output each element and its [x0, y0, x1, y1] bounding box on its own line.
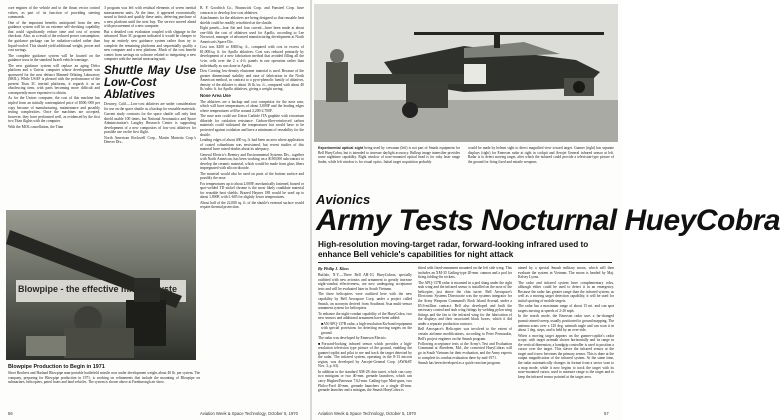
left-column-3: [200, 6, 304, 406]
article-headline: Army Tests Nocturnal HueyCobra: [316, 204, 780, 237]
right-column-2: [418, 266, 512, 408]
paragraph: Smash has been developed as a quick-reaction program.: [418, 361, 501, 366]
paragraph: B. F. Goodrich Co., Brunswick Corp. and Fansteel Corp. have contracts to develop low-cost ablatives.: [200, 6, 304, 15]
paragraph: About half of the 22,000 sq. ft. of the shuttle's external surface would require thermal protection.: [200, 200, 304, 210]
left-column-2: [104, 6, 196, 208]
paragraph: Dow Corning low-density elastomer material is used. Because of the greater dimensional stability and ease of fabrication in the North American method, in contrast to a pyro-phenolic family of ablatives, density of the ablative is about 16 lb./cu. ft., compared with about 40 lb./cubic ft. for Apollo ablatives, giving a weight saving.: [200, 68, 304, 92]
paragraph: aimed by a special Smash military moon, which will then evaluate the system in Vietnam. The moon is headed by Maj. Kelsey Lyons.: [518, 266, 614, 280]
blowpipe-caption-body: Short Brothers and Harland Blowpipe man-portable battlefield missile now under development weighs about 40 lb. per system. The company, preparing for Blowpipe production in 1971, is working on refinements that include the mounting of Blowpipe on submarines, helicopters, patrol boats and land vehicles. The system is shown above at Farnborough air show.: [8, 371, 200, 385]
paragraph: 3 program was left with residual elements of seven inertial measurement units. At the time, it appeared economically sound to finish and qualify these units, deferring purchase of a new platform until the next buy. The service moved ahead with procurement of a new computer.: [104, 6, 196, 29]
nose-area-heading: Nose Area Use: [200, 93, 231, 99]
right-column-3: [518, 266, 614, 408]
blowpipe-photo: [6, 210, 196, 360]
paragraph: The ablatives are a backup and cost competitor for the nose area, which will have temperatures of about 3,000F and the leading edges where temperatures will be around 2,200-2,700F.: [200, 99, 304, 113]
paragraph: As for the Univac computer, the cost of this machine has tripled from an initially contemplated price of $500,-000 per copy because of manufacturing, maintenance and possibly testing complexities. Once the machines are accepted, however, they have performed well, as evidenced by the first two Titan flights with the computer.: [8, 96, 100, 124]
paragraph: The material would also be used on parts of the bottom surface and possibly the nose.: [200, 171, 304, 181]
paragraph: fitted with fixed-armament mounted on the left side wing. This includes an XM-35 Gatling-type 20-mm. cannon and a pod for firing folding-fin rockets.: [418, 266, 512, 280]
paragraph: But a detailed cost evaluation coupled with slippage in the advanced Titan 3C program indicated it would be cheaper to buy an entirely new guidance system rather than try to complete the remaining platforms and sequentially qualify a new computer and a new platform. Much of the cost benefit comes from savings on software related to integrating a new computer with the inertial measuring unit.: [104, 29, 196, 62]
huey-photo-caption: [318, 146, 460, 190]
caption-body: would be made by helmet sight to direct magnified view toward target. Gunner (right) has separate displays (right) for Emerson radar at right in cockpit and Aerojet General infrared sensor at left. Radar is to detect moving target, after which the infrared could provide a television-type picture of the ground for firing fixed and missile weapons.: [468, 146, 614, 164]
paragraph: When a moving target appears on the gunner-copilot's radar scope, with target azimuth shown horizontally and its range in the vertical dimension, a handgrip controller is used to position a cursor over the target. This slaves the infrared sensor at the target and it now becomes the primary sensor. This is done at the output magnification of the infrared system. At the same time, the radar automatically changes its format from a sector scan to a map mode, while it now begins to track the target with its nose-mounted cursor, used to measure range to the target and to keep the infrared sensor pointed at the target area.: [518, 333, 614, 379]
paragraph: The radar was developed by Emerson Electric.: [318, 336, 387, 341]
paragraph: The APQ-137B radar is mounted in a pod slung under the right stub wing and the infrared sensor is installed on the nose of the helicopter, just above the chin turret. Bell Aerospace's Electronic Systems Directorate was the systems integrator for the Army Weapons Command's Rock Island Arsenal, under a $5.6-million contract. Bell also developed and built the necessary control and stub wing fittings by welding pylon wing fittings and the fan to the infrared wing for the fabrication of the displays and their associated black boxes, which it did under a separate production contract.: [418, 280, 512, 326]
section-label: Avionics: [316, 192, 371, 207]
paragraph: In the search mode, the Emerson radar uses a far-changed pursuit-aimed sweep, usually positioned to ground mapping. The antenna scans over a 120 deg. azimuth angle and can scan it in about 1 deg. steps, and is held by an over-ride.: [518, 314, 614, 333]
right-page-number: 57: [604, 411, 609, 416]
paragraph: core engines of the vehicle and to the thrust vector control valves, as part of its function of providing steering commands.: [8, 6, 100, 20]
paragraph: Following acceptance tests at the Army's Test and Evaluation Command at Aberdeen, Md., the converted HueyCobras will go in South Vietnam for their evaluation, and the Army expects to complete its combat evaluation there by mid-1971.: [418, 341, 512, 360]
blowpipe-banner-text: Blowpipe - the effective missile syste: [18, 284, 178, 294]
paragraph: The new guidance system will replace an aging Delco platform and a Univac computer whose development was sponsored for the now defunct Manned Orbiting Laboratory (MOL). While USAF is pleased with the performance of the present Titan 3C inertial platforms, it regards it as an obsolescing item, with parts becoming more difficult and consequently more expensive to obtain.: [8, 63, 100, 96]
paragraph: For temperatures up to about 2,000F, mechanically fastened, brazed or spot-welded TD nickel chrome is the most likely candidate material for reusable heat shields. Brazed Haynes 188 would be used up to about 1,800F, with L-605 for slightly lower temperatures.: [200, 181, 304, 200]
paragraph: Current study contracts for the space shuttle call only heat shield usable 100 times, but National Aeronautics and Space Administration's Langley Research Center is supporting development of a new composites of low-cost ablatives for possible use on the first flight.: [104, 111, 196, 135]
paragraph: To enhance the night-combat capability of the HueyCobra, two new sensors and additional armament have been added:: [318, 311, 412, 321]
blowpipe-caption: [8, 364, 200, 408]
shuttle-heading: Shuttle May Use Low-Cost Ablatives: [104, 64, 196, 101]
huey-photo-caption-cont: [468, 146, 614, 190]
paragraph: Cost was $200 to $300/sq. ft., compared with cost in excess of $1,000/sq. ft. for Apollo ablatives. Cost was reduced primarily by development of a new fabrication method that avoided filling all the ¼-in. cells over the 2 x 4-ft. panels in one operation rather than individually as was done in Apollo.: [200, 45, 304, 68]
paragraph: The three helicopters were outfitted here with the new capability by Bell Aerospace Corp. under a project called Smash, an acronym derived from Southeast Asia multi-sensor armament system for helicopters.: [318, 292, 412, 311]
paragraph: Buffalo, N.Y.—Three Bell AH-1G HueyCobras, specially outfitted with new avionics and armament to greatly increase night-combat effectiveness, are now undergoing acceptance tests and will be evaluated later in South Vietnam.: [318, 273, 412, 291]
paragraph: With the MOL cancellation, the Titan: [8, 124, 64, 129]
page-gutter: [310, 0, 312, 420]
blowpipe-caption-title: Blowpipe Production to Begin in 1971: [8, 364, 105, 370]
paragraph: The complete guidance system will be located on the guidance truss in the standard Israeli vehicle transtage.: [8, 53, 100, 63]
article-deck: High-resolution moving-target radar, forward-looking infrared used to enhance Bell vehicle's capabilities for night attack: [318, 240, 589, 259]
byline: By Philip J. Klass: [318, 266, 349, 271]
caption-body: being used by crewman (left) is not part of Smash equipment for Bell HueyCobra, but is intended to increase daylight accuracy. Bullrup image intensifier provides some nighttime capability. Right window of nose-mounted optical head is for ruby laser range finder, while left window is for visual optics. Initial target acquisition probably: [318, 146, 460, 164]
paragraph: In addition to the standard XM-28 chin turret, which can carry two miniguns or two 40-mm. grenade launchers, which can carry Hughes/Emerson 7.62-mm. Gatling-type Mini-guns, two Philco-Ford 40-mm. grenade launchers or a single 40-mm. grenade launcher and a minigun, the Smash HueyCobra is: [318, 369, 412, 393]
left-footer-publication: Aviation Week & Space Technology, October 5, 1970: [200, 411, 298, 416]
divider: [318, 262, 612, 263]
paragraph: The radar has a maximum range of about 15 mi. and can spot targets moving at speeds of 2-20 mph.: [518, 304, 614, 313]
paragraph: One of the important benefits anticipated from the new guidance system will be an extreme self-checking capability that could significantly reduce time and cost of system checkout. Also, as a result of the reduced power consumption, the guidance package can be radiation-cooled rather than liquid-cooled. This should yield additional weight, power and cost savings.: [8, 20, 100, 53]
paragraph: Eight panels—four flat and four curved—have been made at about one-fifth the cost of ablatives used for Apollo, according to Lee Norwood, manager of advanced manufacturing development at North American's Space Div.: [200, 25, 304, 44]
left-page-number: 56: [8, 411, 13, 416]
right-column-1: [318, 266, 412, 408]
left-column-1: [8, 6, 100, 208]
huey-cobra-photo: [314, 4, 618, 142]
paragraph: The radar and infrared system have complementary roles, although either could be used to detect it in an emergency. Because the radar has greater range than the infrared system, as well as a moving target detection capability, it will be used for initial spotting of mobile targets.: [518, 280, 614, 303]
caption-lead: Experimental optical sight: [318, 146, 364, 150]
paragraph: Downey, Calif.—Low-cost ablatives are under consideration for use on the space shuttle as a backup for reusable materials.: [104, 101, 196, 111]
bullet-item: ■AN/APQ-137B radar, a high-resolution Ku-band equipment with special provisions for detecting moving targets on the ground.: [321, 321, 412, 335]
right-footer-publication: Aviation Week & Space Technology, October 5, 1970: [318, 411, 416, 416]
paragraph: The nose area could use Union Carbide ITA graphite with zirconium diboride for oxidation resistance. Carbon-fiber-reinforced carbon materials could withstand the temperatures but would have to be protected against oxidation and have a minimum of reusability for the shuttle.: [200, 114, 304, 137]
paragraph: ■Forward-looking infrared sensor which provides a high-resolution television type picture of the ground, enabling the gunner/copilot and pilot to see and track the target detected by the radar. The infrared system, operating in the 8-13 micron region, was developed by Aerojet-General Corp. (AW&ST Nov. 3, p. 63).: [318, 341, 412, 369]
paragraph: Attachments for the ablatives are being designed so that reusable heat shields could be readily retrofitted on the shuttle.: [200, 15, 304, 25]
paragraph: Leading edges of about 400 sq. ft. had been an area where application of coated columbium was envisioned, but recent studies of this material have raised doubts about its adequacy.: [200, 137, 304, 152]
paragraph: Bell Aerospace's Helicopter was involved to the extent of certain airframe modifications, according to Peter Pernasakis, Bell's project engineer on the Smash program.: [418, 327, 512, 341]
paragraph: General Electric's Reentry and Environmental Systems Div., together with North American, has been working on a $100,000 subcontract to develop the ceramic material, which would be made from glass fibers impregnated with silicon dioxide.: [200, 152, 304, 171]
helicopter-illustration: [314, 4, 618, 142]
paragraph: North American Rockwell Corp., Martin Marietta Corp.'s Denver Div.,: [104, 135, 196, 145]
